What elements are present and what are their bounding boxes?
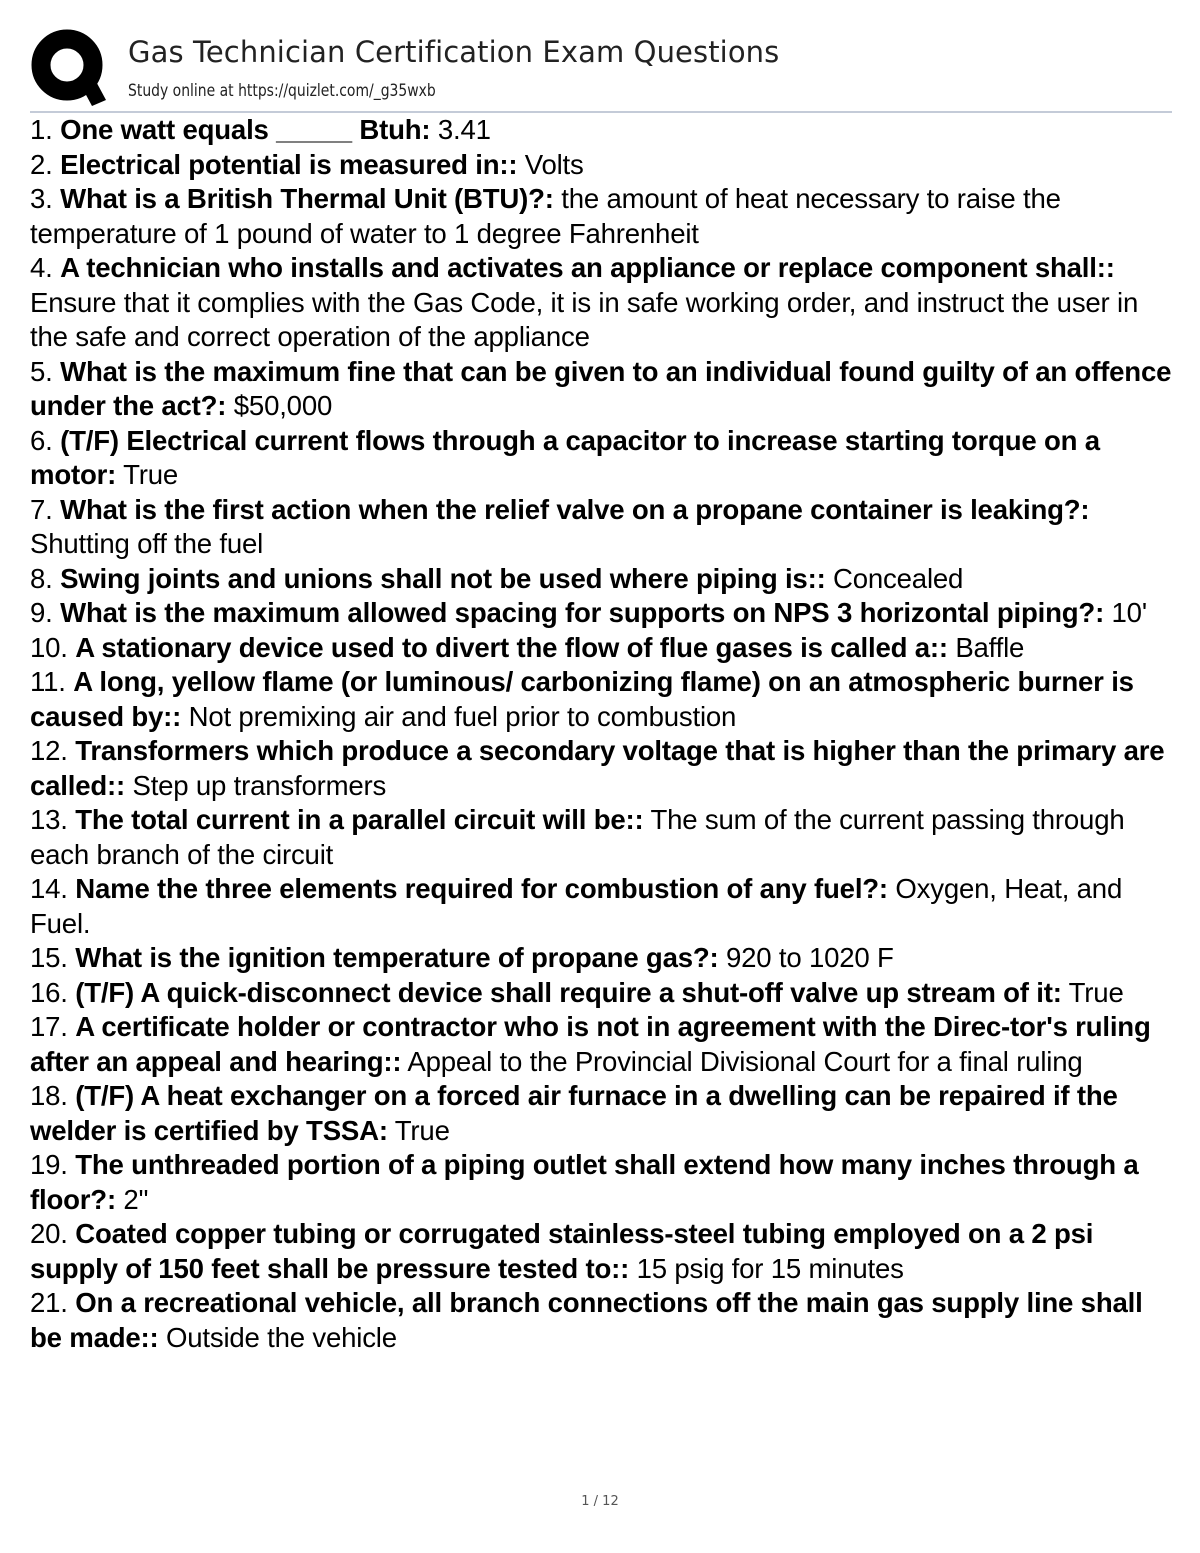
answer-text: $50,000 — [233, 390, 333, 421]
question-text: A technician who installs and activates an appliance or replace component shall:: — [60, 252, 1115, 283]
quizlet-q-logo-icon — [30, 28, 108, 106]
question-item — [30, 1217, 1175, 1286]
question-item — [30, 665, 1175, 734]
question-item — [30, 631, 1175, 666]
answer-text: Volts — [524, 148, 584, 180]
question-item — [30, 251, 1175, 355]
question-text: What is a British Thermal Unit (BTU)?: — [60, 183, 554, 214]
question-item — [30, 355, 1175, 424]
answer-text: 15 psig for 15 minutes — [636, 1252, 904, 1284]
question-item — [30, 113, 1175, 148]
answer-text: The sum of the current passing through each branch of the circuit — [30, 804, 1125, 870]
question-text: What is the ignition temperature of propane gas?: — [75, 942, 719, 973]
document-header — [30, 28, 1172, 108]
question-text: (T/F) A heat exchanger on a forced air furnace in a dwelling can be repaired if the welder is certified by TSSA: — [30, 1080, 1118, 1146]
question-text: A stationary device used to divert the flow of flue gases is called a:: — [75, 631, 948, 663]
answer-text: 2" — [123, 1183, 149, 1215]
question-item — [30, 148, 1175, 183]
question-text: One watt equals _____ Btuh: — [60, 114, 431, 145]
item-number: 4. — [30, 252, 53, 283]
question-item — [30, 1010, 1175, 1079]
question-text: Name the three elements required for combustion of any fuel?: — [75, 873, 888, 904]
item-number: 5. — [30, 355, 53, 387]
item-number: 20. — [30, 1218, 68, 1249]
item-number: 21. — [30, 1287, 68, 1318]
item-number: 3. — [30, 183, 53, 214]
item-number: 6. — [30, 424, 53, 456]
answer-text: Appeal to the Provincial Divisional Court for a final ruling — [407, 1045, 1083, 1077]
question-item — [30, 424, 1175, 493]
question-text: A certificate holder or contractor who is not in agreement with the Direc-tor's ruling after an appeal and hearing:: — [30, 1011, 1151, 1077]
answer-text: Concealed — [833, 562, 964, 594]
question-text: A long, yellow flame (or luminous/ carbonizing flame) on an atmospheric burner is caused by:: — [30, 666, 1134, 732]
question-list — [30, 113, 1175, 1355]
answer-text: True — [394, 1114, 450, 1146]
answer-text: Not premixing air and fuel prior to combustion — [188, 700, 737, 732]
question-text: (T/F) Electrical current flows through a capacitor to increase starting torque on a motor: — [30, 424, 1100, 490]
answer-text: Outside the vehicle — [166, 1321, 397, 1353]
question-item — [30, 872, 1175, 941]
question-text: What is the maximum allowed spacing for supports on NPS 3 horizontal piping?: — [60, 597, 1105, 628]
document-title: Gas Technician Certification Exam Questions — [128, 35, 780, 69]
question-text: Transformers which produce a secondary voltage that is higher than the primary are called:: — [30, 735, 1165, 801]
question-item — [30, 182, 1175, 251]
item-number: 11. — [30, 666, 66, 697]
study-online-link-text: Study online at https://quizlet.com/_g35wxb — [128, 81, 436, 101]
item-number: 15. — [30, 942, 68, 973]
answer-text: 3.41 — [437, 114, 491, 145]
item-number: 8. — [30, 562, 53, 594]
answer-text: True — [1068, 976, 1124, 1008]
item-number: 16. — [30, 976, 68, 1008]
question-item — [30, 596, 1175, 631]
item-number: 12. — [30, 735, 68, 766]
question-item — [30, 1148, 1175, 1217]
question-item — [30, 976, 1175, 1011]
answer-text: 10' — [1111, 597, 1147, 628]
item-number: 9. — [30, 597, 53, 628]
item-number: 10. — [30, 631, 68, 663]
item-number: 13. — [30, 804, 68, 835]
answer-text: Shutting off the fuel — [30, 528, 264, 559]
question-item — [30, 941, 1175, 976]
answer-text: Step up transformers — [132, 769, 387, 801]
question-text: What is the maximum fine that can be given to an individual found guilty of an offence under the act?: — [30, 355, 1172, 421]
item-number: 14. — [30, 873, 68, 904]
question-text: The unthreaded portion of a piping outlet shall extend how many inches through a floor?: — [30, 1149, 1139, 1215]
question-text: What is the first action when the relief valve on a propane container is leaking?: — [60, 493, 1090, 525]
item-number: 1. — [30, 114, 53, 145]
answer-text: 920 to 1020 F — [726, 942, 894, 973]
answer-text: Baffle — [955, 631, 1025, 663]
question-item — [30, 734, 1175, 803]
answer-text: True — [123, 459, 179, 490]
question-text: Swing joints and unions shall not be used where piping is:: — [60, 562, 826, 594]
question-item — [30, 1286, 1175, 1355]
answer-text: the amount of heat necessary to raise the temperature of 1 pound of water to 1 degree Fahrenheit — [30, 183, 1061, 249]
question-text: Electrical potential is measured in:: — [60, 148, 518, 180]
item-number: 18. — [30, 1080, 68, 1111]
question-item — [30, 493, 1175, 562]
item-number: 2. — [30, 148, 53, 180]
item-number: 17. — [30, 1011, 68, 1042]
page-number: 1 / 12 — [581, 1494, 619, 1509]
item-number: 7. — [30, 493, 53, 525]
answer-text: Ensure that it complies with the Gas Code, it is in safe working order, and instruct the user in the safe and correct operation of the appliance — [30, 286, 1139, 352]
question-item — [30, 1079, 1175, 1148]
answer-text: Oxygen, Heat, and Fuel. — [30, 873, 1123, 939]
question-item — [30, 803, 1175, 872]
question-text: Coated copper tubing or corrugated stainless-steel tubing employed on a 2 psi supply of 150 feet shall be pressure tested to:: — [30, 1218, 1094, 1284]
question-text: (T/F) A quick-disconnect device shall require a shut-off valve up stream of it: — [75, 976, 1062, 1008]
question-text: On a recreational vehicle, all branch connections off the main gas supply line shall be made:: — [30, 1287, 1143, 1353]
question-item — [30, 562, 1175, 597]
item-number: 19. — [30, 1149, 68, 1180]
question-text: The total current in a parallel circuit will be:: — [75, 804, 644, 835]
